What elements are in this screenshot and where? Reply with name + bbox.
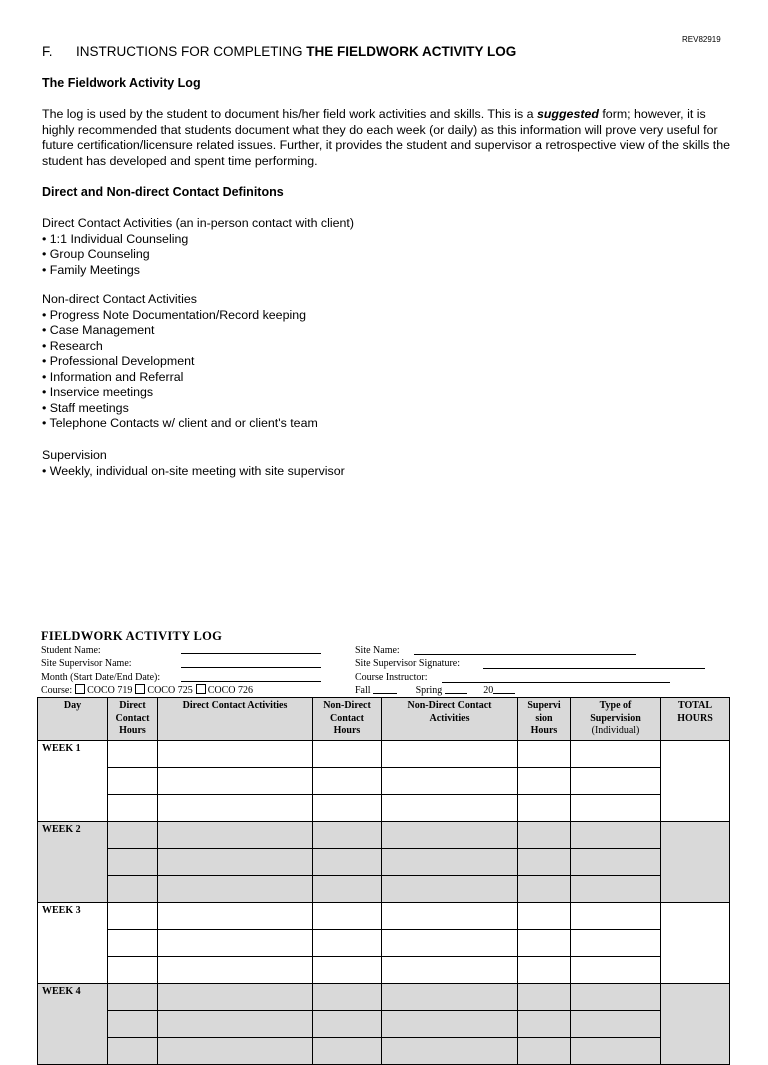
direct-activities-cell[interactable] bbox=[158, 930, 313, 957]
supervision-type-cell[interactable] bbox=[571, 876, 661, 903]
nondirect-hours-cell[interactable] bbox=[313, 903, 382, 930]
course-row bbox=[41, 684, 253, 697]
supervision-type-cell[interactable] bbox=[571, 768, 661, 795]
direct-activities-cell[interactable] bbox=[158, 903, 313, 930]
week-label: WEEK 1 bbox=[38, 741, 108, 822]
direct-activities-cell[interactable] bbox=[158, 849, 313, 876]
supervision-type-cell[interactable] bbox=[571, 795, 661, 822]
supervision-hours-cell[interactable] bbox=[518, 984, 571, 1011]
direct-activities-cell[interactable] bbox=[158, 1011, 313, 1038]
site-name-field[interactable] bbox=[414, 654, 636, 655]
supervision-hours-cell[interactable] bbox=[518, 768, 571, 795]
course-label: Course: bbox=[41, 685, 73, 696]
spring-label: Spring bbox=[415, 685, 443, 696]
fall-blank[interactable] bbox=[373, 684, 397, 694]
table-row bbox=[38, 849, 730, 876]
list-item: • Research bbox=[42, 338, 103, 353]
table-row bbox=[38, 903, 730, 930]
table-row bbox=[38, 795, 730, 822]
section-title-plain: INSTRUCTIONS FOR COMPLETING bbox=[76, 44, 307, 59]
course-option: COCO 725 bbox=[147, 685, 193, 696]
nondirect-hours-cell[interactable] bbox=[313, 984, 382, 1011]
list-item: • Staff meetings bbox=[42, 400, 129, 415]
student-name-field[interactable] bbox=[181, 653, 321, 654]
course-option: COCO 726 bbox=[207, 685, 253, 696]
nondirect-hours-cell[interactable] bbox=[313, 930, 382, 957]
nondirect-activities-cell[interactable] bbox=[382, 1038, 518, 1065]
course-719-checkbox[interactable] bbox=[75, 684, 85, 694]
supervision-hours-cell[interactable] bbox=[518, 849, 571, 876]
nondirect-activities-cell[interactable] bbox=[382, 1011, 518, 1038]
student-name-label: Student Name: bbox=[41, 645, 101, 656]
course-option: COCO 719 bbox=[87, 685, 133, 696]
table-row bbox=[38, 957, 730, 984]
direct-activities-cell[interactable] bbox=[158, 1038, 313, 1065]
list-item: • Weekly, individual on-site meeting with site supervisor bbox=[42, 463, 345, 478]
supervision-type-cell[interactable] bbox=[571, 984, 661, 1011]
nondirect-hours-cell[interactable] bbox=[313, 1038, 382, 1065]
supervision-hours-header: Supervi sion Hours bbox=[518, 698, 571, 741]
supervision-hours-cell[interactable] bbox=[518, 930, 571, 957]
direct-hours-cell[interactable] bbox=[108, 795, 158, 822]
total-hours-cell[interactable] bbox=[661, 903, 730, 984]
nondirect-activities-cell[interactable] bbox=[382, 903, 518, 930]
site-supervisor-signature-field[interactable] bbox=[483, 668, 705, 669]
nondirect-activities-cell[interactable] bbox=[382, 984, 518, 1011]
nondirect-hours-cell[interactable] bbox=[313, 795, 382, 822]
table-row bbox=[38, 1011, 730, 1038]
supervision-type-cell[interactable] bbox=[571, 930, 661, 957]
direct-hours-cell[interactable] bbox=[108, 957, 158, 984]
supervision-type-cell[interactable] bbox=[571, 1038, 661, 1065]
direct-activities-cell[interactable] bbox=[158, 768, 313, 795]
direct-activities-cell[interactable] bbox=[158, 984, 313, 1011]
list-item: • Case Management bbox=[42, 323, 155, 337]
course-725-checkbox[interactable] bbox=[135, 684, 145, 694]
table-row bbox=[38, 984, 730, 1011]
nondirect-activities-cell[interactable] bbox=[382, 741, 518, 768]
table-row bbox=[38, 1038, 730, 1065]
supervision-hours-cell[interactable] bbox=[518, 903, 571, 930]
list-item: • 1:1 Individual Counseling bbox=[42, 231, 189, 246]
nondirect-hours-header: Non-Direct Contact Hours bbox=[313, 698, 382, 741]
direct-hours-cell[interactable] bbox=[108, 930, 158, 957]
table-row bbox=[38, 822, 730, 849]
direct-hours-cell[interactable] bbox=[108, 1038, 158, 1065]
direct-contact-list bbox=[42, 216, 354, 278]
intro-emphasis: suggested bbox=[536, 107, 599, 121]
intro-paragraph bbox=[42, 107, 732, 169]
table-row bbox=[38, 876, 730, 903]
direct-activities-cell[interactable] bbox=[158, 957, 313, 984]
nondirect-heading: Non-direct Contact Activities bbox=[42, 292, 197, 306]
nondirect-hours-cell[interactable] bbox=[313, 849, 382, 876]
week-label: WEEK 2 bbox=[38, 822, 108, 903]
nondirect-activities-cell[interactable] bbox=[382, 768, 518, 795]
list-item: • Information and Referral bbox=[42, 369, 184, 384]
intro-before: The log is used by the student to document his/her field work activities and skills. This is a bbox=[42, 107, 537, 121]
direct-hours-cell[interactable] bbox=[108, 1011, 158, 1038]
supervision-type-cell[interactable] bbox=[571, 822, 661, 849]
nondirect-contact-list bbox=[42, 292, 318, 432]
site-supervisor-signature-label: Site Supervisor Signature: bbox=[355, 658, 460, 669]
supervision-type-cell[interactable] bbox=[571, 1011, 661, 1038]
course-instructor-label: Course Instructor: bbox=[355, 672, 428, 683]
table-row bbox=[38, 930, 730, 957]
direct-heading: Direct Contact Activities (an in-person contact with client) bbox=[42, 216, 354, 230]
revision-code: REV82919 bbox=[682, 35, 721, 44]
nondirect-activities-cell[interactable] bbox=[382, 930, 518, 957]
list-item: • Family Meetings bbox=[42, 262, 140, 277]
supervision-hours-cell[interactable] bbox=[518, 957, 571, 984]
nondirect-activities-cell[interactable] bbox=[382, 849, 518, 876]
supervision-hours-cell[interactable] bbox=[518, 741, 571, 768]
table-row bbox=[38, 768, 730, 795]
total-hours-cell[interactable] bbox=[661, 741, 730, 822]
course-instructor-field[interactable] bbox=[442, 682, 670, 683]
nondirect-hours-cell[interactable] bbox=[313, 957, 382, 984]
spring-blank[interactable] bbox=[445, 684, 467, 694]
nondirect-activities-header: Non-Direct Contact Activities bbox=[382, 698, 518, 741]
supervision-type-cell[interactable] bbox=[571, 957, 661, 984]
nondirect-activities-cell[interactable] bbox=[382, 876, 518, 903]
nondirect-hours-cell[interactable] bbox=[313, 822, 382, 849]
definitions-heading: Direct and Non-direct Contact Definitons bbox=[42, 185, 284, 199]
site-supervisor-name-label: Site Supervisor Name: bbox=[41, 658, 132, 669]
site-name-label: Site Name: bbox=[355, 645, 400, 656]
month-field[interactable] bbox=[181, 681, 321, 682]
supervision-type-cell[interactable] bbox=[571, 741, 661, 768]
table-header-row bbox=[38, 698, 730, 741]
fall-label: Fall bbox=[355, 685, 371, 696]
year-blank[interactable] bbox=[493, 684, 515, 694]
log-subtitle: The Fieldwork Activity Log bbox=[42, 76, 201, 90]
intro-after: form; however, it is highly recommended that students document what they do each week (or daily) as this information will prove very useful for future certification/licensure related issues. Further, it provides the student and supervisor a retrospective view of the skills the student has developed and spent time performing. bbox=[42, 107, 731, 168]
list-item: • Group Counseling bbox=[42, 247, 150, 261]
direct-hours-cell[interactable] bbox=[108, 849, 158, 876]
activity-log-table bbox=[37, 697, 730, 1065]
list-item: • Telephone Contacts w/ client and or client's team bbox=[42, 416, 318, 430]
nondirect-activities-cell[interactable] bbox=[382, 795, 518, 822]
supervision-type-cell[interactable] bbox=[571, 903, 661, 930]
direct-hours-cell[interactable] bbox=[108, 741, 158, 768]
week-label: WEEK 3 bbox=[38, 903, 108, 984]
direct-hours-header: Direct Contact Hours bbox=[108, 698, 158, 741]
course-726-checkbox[interactable] bbox=[196, 684, 206, 694]
supervision-hours-cell[interactable] bbox=[518, 1011, 571, 1038]
direct-hours-cell[interactable] bbox=[108, 876, 158, 903]
supervision-type-header: Type of Supervision (Individual) bbox=[571, 698, 661, 741]
month-label: Month (Start Date/End Date): bbox=[41, 672, 161, 683]
day-header: Day bbox=[38, 698, 108, 741]
direct-activities-cell[interactable] bbox=[158, 876, 313, 903]
total-hours-cell[interactable] bbox=[661, 822, 730, 903]
total-hours-cell[interactable] bbox=[661, 984, 730, 1065]
site-supervisor-name-field[interactable] bbox=[181, 667, 321, 668]
nondirect-hours-cell[interactable] bbox=[313, 1011, 382, 1038]
term-row bbox=[355, 684, 515, 697]
direct-hours-cell[interactable] bbox=[108, 903, 158, 930]
direct-hours-cell[interactable] bbox=[108, 984, 158, 1011]
supervision-hours-cell[interactable] bbox=[518, 1038, 571, 1065]
list-item: • Professional Development bbox=[42, 354, 195, 368]
section-letter: F. bbox=[42, 44, 53, 59]
supervision-heading: Supervision bbox=[42, 448, 107, 462]
supervision-hours-cell[interactable] bbox=[518, 822, 571, 849]
direct-activities-cell[interactable] bbox=[158, 741, 313, 768]
list-item: • Progress Note Documentation/Record keeping bbox=[42, 307, 306, 322]
nondirect-activities-cell[interactable] bbox=[382, 957, 518, 984]
table-row bbox=[38, 741, 730, 768]
supervision-hours-cell[interactable] bbox=[518, 876, 571, 903]
direct-activities-cell[interactable] bbox=[158, 795, 313, 822]
direct-hours-cell[interactable] bbox=[108, 768, 158, 795]
section-title-bold: THE FIELDWORK ACTIVITY LOG bbox=[306, 44, 517, 59]
supervision-hours-cell[interactable] bbox=[518, 795, 571, 822]
supervision-list bbox=[42, 448, 345, 479]
direct-activities-cell[interactable] bbox=[158, 822, 313, 849]
week-label: WEEK 4 bbox=[38, 984, 108, 1065]
direct-activities-header: Direct Contact Activities bbox=[158, 698, 313, 741]
supervision-type-cell[interactable] bbox=[571, 849, 661, 876]
nondirect-hours-cell[interactable] bbox=[313, 768, 382, 795]
nondirect-hours-cell[interactable] bbox=[313, 876, 382, 903]
nondirect-activities-cell[interactable] bbox=[382, 822, 518, 849]
nondirect-hours-cell[interactable] bbox=[313, 741, 382, 768]
section-heading bbox=[42, 44, 516, 59]
year-prefix: 20 bbox=[483, 685, 494, 696]
list-item: • Inservice meetings bbox=[42, 385, 154, 399]
total-hours-header: TOTAL HOURS bbox=[661, 698, 730, 741]
direct-hours-cell[interactable] bbox=[108, 822, 158, 849]
form-title: FIELDWORK ACTIVITY LOG bbox=[41, 629, 223, 643]
